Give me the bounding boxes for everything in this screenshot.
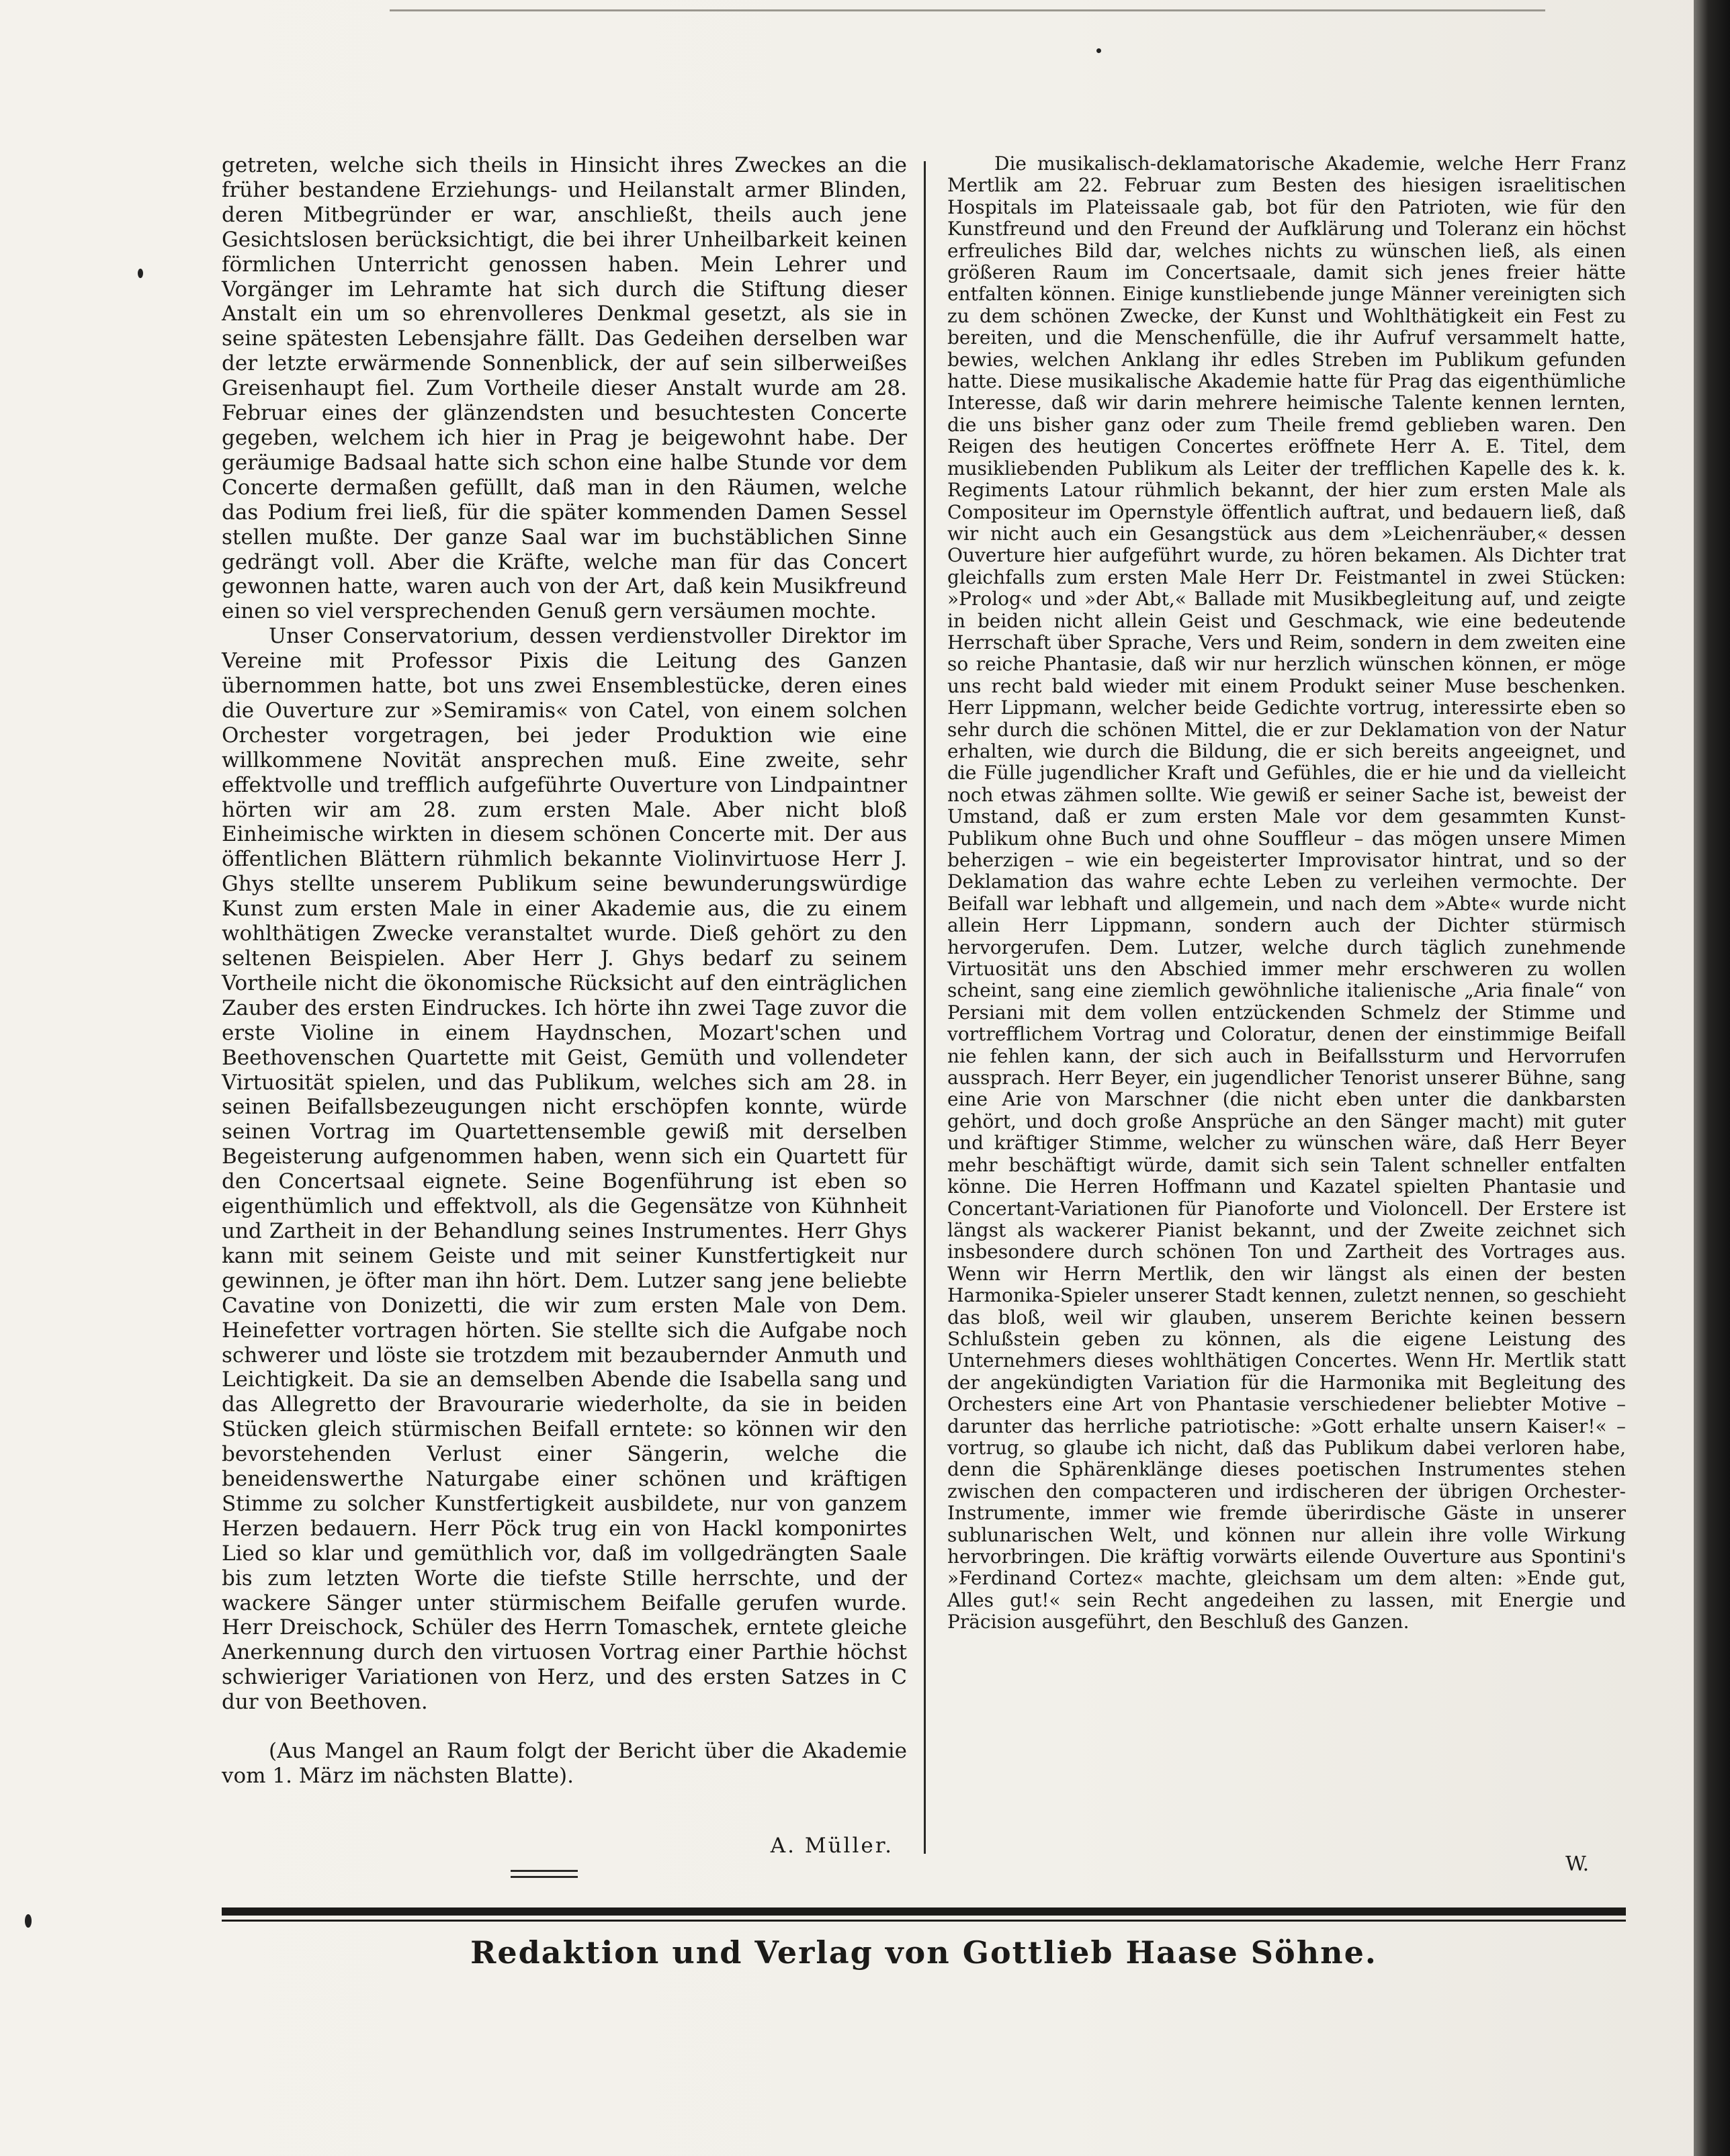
ink-speck [1096,48,1101,53]
publisher-imprint: Redaktion und Verlag von Gottlieb Haase Söhne. [470,1934,1377,1971]
left-note: (Aus Mangel an Raum folgt der Bericht über die Akademie vom 1. März im nächsten Blatte). [222,1739,907,1788]
top-rule [390,9,1545,11]
footer-rule-thin [222,1920,1626,1922]
left-paragraph-1: getreten, welche sich theils in Hinsicht ihres Zweckes an die früher bestandene Erziehungs- und Heilanstalt armer Blinden, deren Mitbegründer er war, anschließt, theils auch jene Gesichtslosen berücksichtigt, die bei ihrer Unheilbarkeit keinen förmlichen Unterricht genossen haben. Mein Lehrer und Vorgänger im Lehramte hat sich durch die Stiftung dieser Anstalt ein um so ehrenvolleres Denkmal gesetzt, als sie in seine spätesten Lebensjahre fällt. Das Gedeihen derselben war der letzte erwärmende Sonnenblick, der auf sein silberweißes Greisenhaupt fiel. Zum Vortheile dieser Anstalt wurde am 28. Februar eines der glänzendsten und besuchtesten Concerte gegeben, welchem ich hier in Prag je beigewohnt habe. Der geräumige Badsaal hatte sich schon eine halbe Stunde vor dem Concerte dermaßen gefüllt, daß man in den Räumen, welche das Podium frei ließ, für die später kommenden Damen Sessel stellen mußte. Der ganze Saal war im buchstäblichen Sinne gedrängt voll. Aber die Kräfte, welche man für das Concert gewonnen hatte, waren auch von der Art, daß kein Musikfreund einen so viel versprechenden Genuß gern versäumen mochte. [222,153,907,624]
left-paragraph-2: Unser Conservatorium, dessen verdienstvoller Direktor im Vereine mit Professor Pixis die Leitung des Ganzen übernommen hatte, bot uns zwei Ensemblestücke, deren eines die Ouverture zur »Semiramis« von Catel, von einem solchen Orchester vorgetragen, bei jeder Produktion wie eine willkommene Novität ansprechen muß. Eine zweite, sehr effektvolle und trefflich aufgeführte Ouverture von Lindpaintner hörten wir am 28. zum ersten Male. Aber nicht bloß Einheimische wirkten in diesem schönen Concerte mit. Der aus öffentlichen Blättern rühmlich bekannte Violinvirtuose Herr J. Ghys stellte unserem Publikum seine bewunderungswürdige Kunst zum ersten Male in einer Akademie aus, die zu einem wohlthätigen Zwecke veranstaltet wurde. Dieß gehört zu den seltenen Beispielen. Aber Herr J. Ghys bedarf zu seinem Vortheile nicht die ökonomische Rücksicht auf den einträglichen Zauber des ersten Eindruckes. Ich hörte ihn zwei Tage zuvor die erste Violine in einem Haydnschen, Mozart'schen und Beethovenschen Quartette mit Geist, Gemüth und vollendeter Virtuosität spielen, und das Publikum, welches sich am 28. in seinen Beifallsbezeugungen nicht erschöpfen konnte, würde seinen Vortrag im Quartettensemble gewiß mit derselben Begeisterung aufgenommen haben, wenn sich ein Quartett für den Concertsaal eignete. Seine Bogenführung ist eben so eigenthümlich und effektvoll, als die Gegensätze von Kühnheit und Zartheit in der Behandlung seines Instrumentes. Herr Ghys kann mit seinem Geiste und mit seiner Kunstfertigkeit nur gewinnen, je öfter man ihn hört. Dem. Lutzer sang jene beliebte Cavatine von Donizetti, die wir zum ersten Male von Dem. Heinefetter vortragen hörten. Sie stellte sich die Aufgabe noch schwerer und löste sie trotzdem mit bezaubernder Anmuth und Leichtigkeit. Da sie an demselben Abende die Isabella sang und das Allegretto der Bravourarie wiederholte, da sie in beiden Stücken gleich stürmischen Beifall erntete: so können wir den bevorstehenden Verlust einer Sängerin, welche die beneidenswerthe Naturgabe einer schönen und kräftigen Stimme zu solcher Kunstfertigkeit ausbildete, nur von ganzem Herzen bedauern. Herr Pöck trug ein von Hackl komponirtes Lied so klar und gemüthlich vor, daß im vollgedrängten Saale bis zum letzten Worte die tiefste Stille herrschte, und der wackere Sänger unter stürmischem Beifalle gerufen wurde. Herr Dreischock, Schüler des Herrn Tomaschek, erntete gleiche Anerkennung durch den virtuosen Vortrag einer Parthie höchst schwieriger Variationen von Herz, und des ersten Satzes in C dur von Beethoven. [222,624,907,1715]
ink-speck [25,1914,32,1928]
short-rule-bottom [511,1876,578,1878]
left-column [222,153,907,1859]
right-signature: W. [1565,1852,1590,1876]
right-paragraph-1: Die musikalisch-deklamatorische Akademie, welche Herr Franz Mertlik am 22. Februar zum Besten des hiesigen israelitischen Hospitals im Plateissaale gab, bot für den Patrioten, wie für den Kunstfreund und den Freund der Aufklärung und Toleranz ein höchst erfreuliches Bild dar, welches nichts zu wünschen ließ, als einen größeren Raum im Concertsaale, damit sich jenes freier hätte entfalten können. Einige kunstliebende junge Männer vereinigten sich zu dem schönen Zwecke, der Kunst und Wohlthätigkeit ein Fest zu bereiten, und die Menschenfülle, die ihr Aufruf versammelt hatte, bewies, welchen Anklang ihr edles Streben im Publikum gefunden hatte. Diese musikalische Akademie hatte für Prag das eigenthümliche Interesse, daß wir darin mehrere heimische Talente kennen lernten, die uns bisher ganz oder zum Theile fremd geblieben waren. Den Reigen des heutigen Concertes eröffnete Herr A. E. Titel, dem musikliebenden Publikum als Leiter der trefflichen Kapelle des k. k. Regiments Latour rühmlich bekannt, der hier zum ersten Male als Compositeur im Opernstyle öffentlich auftrat, und bedauern ließ, daß wir nicht auch ein Gesangstück aus dem »Leichenräuber,« dessen Ouverture hier aufgeführt wurde, zu hören bekamen. Als Dichter trat gleichfalls zum ersten Male Herr Dr. Feistmantel in zwei Stücken: »Prolog« und »der Abt,« Ballade mit Musikbegleitung auf, und zeigte in beiden nicht allein Geist und Geschmack, wie eine bedeutende Herrschaft über Sprache, Vers und Reim, sondern in dem zweiten eine so reiche Phantasie, daß wir nur herzlich wünschen können, er möge uns recht bald wieder mit einem Produkt seiner Muse beschenken. Herr Lippmann, welcher beide Gedichte vortrug, interessirte eben so sehr durch die schönen Mittel, die er zur Deklamation von der Natur erhalten, wie durch die Bildung, die er sich bereits angeeignet, und die Fülle jugendlicher Kraft und Gefühles, die er hie und da vielleicht noch etwas zähmen sollte. Wie gewiß er seiner Sache ist, beweist der Umstand, daß er zum ersten Male vor dem gesammten Kunst-Publikum ohne Buch und ohne Souffleur – das mögen unsere Mimen beherzigen – wie ein begeisterter Improvisator hintrat, und so der Deklamation das wahre echte Leben zu verleihen vermochte. Der Beifall war lebhaft und allgemein, und nach dem »Abte« wurde nicht allein Herr Lippmann, sondern auch der Dichter stürmisch hervorgerufen. Dem. Lutzer, welche durch täglich zunehmende Virtuosität uns den Abschied immer mehr erschweren zu wollen scheint, sang eine ziemlich gewöhnliche italienische „Aria finale“ von Persiani mit dem vollen entzückenden Schmelz der Stimme und vortrefflichem Vortrag und Coloratur, denen der einstimmige Beifall nie fehlen kann, der sich auch in Beifallssturm und Hervorrufen aussprach. Herr Beyer, ein jugendlicher Tenorist unserer Bühne, sang eine Arie von Marschner (die nicht eben unter die dankbarsten gehört, und doch große Ansprüche an den Sänger macht) mit guter und kräftiger Stimme, welcher zu wünschen wäre, daß Herr Beyer mehr beschäftigt würde, damit sich sein Talent schneller entfalten könne. Die Herren Hoffmann und Kazatel spielten Phantasie und Concertant-Variationen für Pianoforte und Violoncell. Der Erstere ist längst als wackerer Pianist bekannt, und der Zweite zeichnet sich insbesondere durch schönen Ton und Zartheit des Vortrages aus. Wenn wir Herrn Mertlik, den wir längst als einen der besten Harmonika-Spieler unserer Stadt kennen, zuletzt nennen, so geschieht das bloß, weil wir glauben, unserem Berichte keinen bessern Schlußstein geben zu können, als die eigene Leistung des Unternehmers dieses wohlthätigen Concertes. Wenn Hr. Mertlik statt der angekündigten Variation für die Harmonika mit Begleitung des Orchesters eine Art von Phantasie verschiedener beliebter Motive – darunter das herrliche patriotische: »Gott erhalte unsern Kaiser!« – vortrug, so glaube ich nicht, daß das Publikum dabei verloren habe, denn die Sphärenklänge dieses poetischen Instrumentes stehen zwischen den compacteren und irdischeren der übrigen Orchester-Instrumente, immer wie fremde überirdische Gäste in unserer sublunarischen Welt, und können nur allein ihre volle Wirkung hervorbringen. Die kräftig vorwärts eilende Ouverture aus Spontini's »Ferdinand Cortez« machte, gleichsam um dem alten: »Ende gut, Alles gut!« sein Recht angedeihen zu lassen, mit Energie und Präcision ausgeführt, den Beschluß des Ganzen. [947,152,1626,1633]
right-column [947,153,1626,1893]
column-divider [924,161,926,1854]
ink-speck [138,269,143,278]
left-signature: A. Müller. [770,1834,894,1858]
page-edge-shadow [1694,0,1730,2156]
short-rule-top [511,1870,578,1872]
footer-rule-thick [222,1907,1626,1916]
